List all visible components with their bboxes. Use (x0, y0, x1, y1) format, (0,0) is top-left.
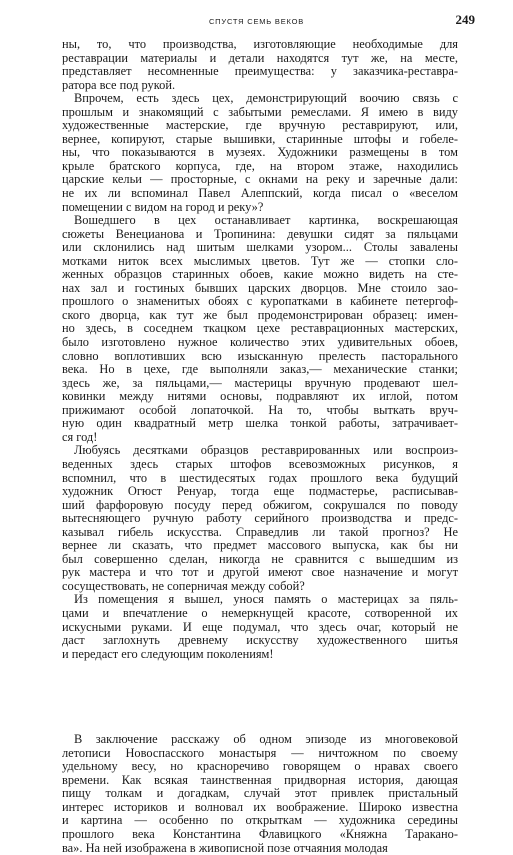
text-line: вытесняющего ручную работу серийного производства и предс- (62, 511, 458, 526)
text-line: царские кельи — просторные, с окнами на реку и заречные дали: (62, 172, 458, 187)
text-line: художественные мастерские, где вручную реставрируют, или, (62, 118, 458, 133)
text-line: цами и впечатление о немеркнущей красоте, сотворенной их (62, 605, 458, 620)
text-line: ший фарфоровую посуду перед обжигом, сокрушался по поводу (62, 497, 458, 512)
text-line: и передаст его следующим поколениям! (62, 646, 274, 661)
text-line: казывал гибель искусства. Справедлив ли такой прогноз? Не (62, 524, 458, 539)
text-line: и картина — особенно по открыткам — художника середины (62, 813, 458, 828)
running-title: СПУСТЯ СЕМЬ ВЕКОВ (208, 17, 305, 26)
text-line: ную один квадратный метр шелка тонкой работы, затрачивает- (62, 416, 458, 431)
text-line: сюжеты Венецианова и Тропинина: девушки сидят за пяльцами (62, 226, 458, 241)
text-line: нах зал и гостиных бывших царских дворцов. Мне стоило зао- (62, 280, 458, 295)
page-body (62, 38, 458, 855)
text-line: словно воплотивших всю изысканную прелесть пасторального (62, 348, 458, 363)
text-line: представляет несомненные преимущества: у заказчика-реставра- (62, 64, 458, 79)
text-line: пищу толкам и догадкам, случай этот привлек пристальный (62, 786, 458, 801)
text-section-main (62, 38, 458, 661)
text-line: женных образцов старинных обоев, какие можно видеть на сте- (62, 267, 458, 282)
text-line: помещении с видом на город и реку»? (62, 199, 264, 214)
text-line: Вошедшего в цех останавливает картинка, воскрешающая (74, 213, 458, 228)
text-line: вернее, копируют, старые вышивки, старинные штофы и гобеле- (62, 131, 458, 146)
text-line: ны, что показываются в музеях. Художники размещены в том (62, 145, 458, 160)
text-line: Любуясь десятками образцов реставрированных или воспроиз- (74, 443, 458, 458)
text-line: прижимают особой лопаточкой. На то, чтобы выткать вруч- (62, 402, 458, 417)
paragraph (62, 733, 458, 855)
paragraph (62, 444, 458, 593)
text-line: крыле братского корпуса, где, на втором этаже, находились (62, 158, 458, 173)
text-line: прошлого о знаменитых обоях с куропатками в кабинете петергоф- (62, 294, 458, 309)
text-line: или склонились над шитым шелками узором... Столы завалены (62, 240, 458, 255)
text-line: удельному весу, но красноречиво говорящем о нравах своего (62, 759, 458, 774)
text-line: было изготовлено нужное количество этих удивительных обоев, (62, 335, 458, 350)
text-line: ны, то, что производства, изготовляющие необходимые для (62, 37, 458, 51)
text-line: вернее ли сказать, что предмет массового выпуска, как бы ни (62, 538, 458, 553)
text-line: В заключение расскажу об одном эпизоде из многовековой (74, 732, 458, 747)
text-line: Впрочем, есть здесь цех, демонстрирующий воочию связь с (74, 91, 458, 106)
text-line: ратора все под рукой. (62, 77, 176, 92)
section-break (62, 661, 458, 733)
text-line: веденных здесь старых штофов всевозможных рисунков, я (62, 456, 458, 471)
text-line: прошлым и знакомящий с забытыми ремеслами. Я имею в виду (62, 104, 458, 119)
page-number: 249 (455, 12, 475, 27)
text-line: не их ли вспоминал Павел Алеппский, когда писал о «веселом (62, 186, 458, 201)
text-line: сосуществовать, не соперничая между собой? (62, 578, 305, 593)
text-line: рук мастера и что тот и другой имеют свое назначение и могут (62, 565, 458, 580)
text-line: даст заглохнуть древнему искусству художественного шитья (62, 633, 458, 648)
paragraph (62, 92, 458, 214)
text-line: реставрации материалы и детали находятся тут же, на месте, (62, 50, 458, 65)
paragraph (62, 593, 458, 661)
text-line: но здесь, в соседнем ткацком цехе реставрационных мастерских, (62, 321, 458, 336)
text-line: века. Но в цехе, где выполняли заказ,— механические станки; (62, 362, 458, 377)
text-line: интерес историков и волновал их воображение. Широко известна (62, 799, 458, 814)
text-line: вспомнил, что в шестидесятых годах прошлого века будущий (62, 470, 458, 485)
text-line: искусными руками. И еще подумал, что здесь очаг, который не (62, 619, 458, 634)
text-line: Из помещения я вышел, унося память о мастерицах за пяль- (74, 592, 458, 607)
text-line: ва». На ней изображена в живописной позе отчаяния молодая (62, 840, 388, 855)
text-line: мотками ниток всех мыслимых цветов. Тут же — стопки сло- (62, 253, 458, 268)
text-line: ковинки между нитями основы, подравляют их иглой, потом (62, 389, 458, 404)
text-line: был совершенно сделан, никогда не сравнится с вышедшим из (62, 551, 458, 566)
text-line: летописи Новоспасского монастыря — ничтожном по своему (62, 745, 458, 760)
text-line: художник Огюст Ренуар, тогда еще подмастерье, расписывав- (62, 484, 458, 499)
text-line: времени. Как всякая таинственная придворная история, дающая (62, 772, 458, 787)
text-line: прошлого века Константина Флавицкого «Княжна Таракано- (62, 826, 458, 841)
paragraph (62, 38, 458, 92)
paragraph (62, 214, 458, 444)
text-section-epilogue (62, 733, 458, 855)
text-line: ского дворца, как тут же был продемонстрирован образец: имен- (62, 307, 458, 322)
text-line: ся год! (62, 429, 98, 444)
text-line: здесь же, за пяльцами,— мастерицы вручную продевают шел- (62, 375, 458, 390)
